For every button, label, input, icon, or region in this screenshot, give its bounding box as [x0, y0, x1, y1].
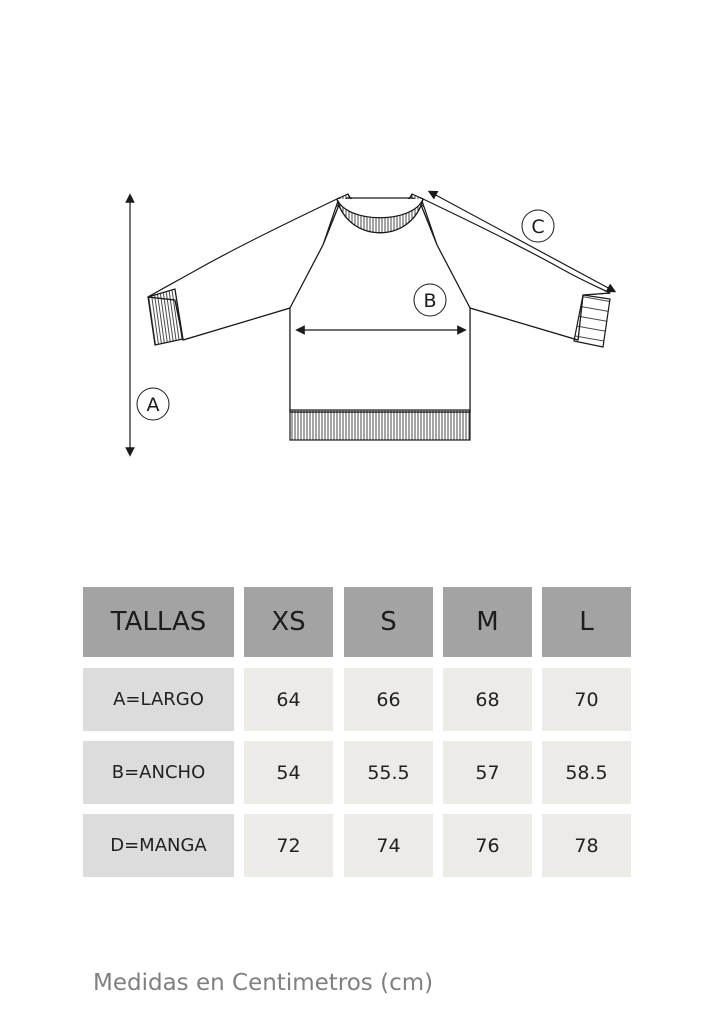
- hem-rib: [290, 410, 470, 440]
- cell-manga-s: 74: [344, 814, 433, 877]
- header-size-m: M: [443, 587, 532, 657]
- label-c: [522, 210, 554, 242]
- cell-ancho-xs: 54: [244, 741, 333, 804]
- cell-manga-xs: 72: [244, 814, 333, 877]
- svg-text:A: A: [146, 394, 160, 416]
- cell-ancho-m: 57: [443, 741, 532, 804]
- row-label-largo: A=LARGO: [83, 668, 234, 731]
- header-size-xs: XS: [244, 587, 333, 657]
- row-label-ancho: B=ANCHO: [83, 741, 234, 804]
- header-size-l: L: [542, 587, 631, 657]
- units-note: Medidas en Centimetros (cm): [93, 970, 434, 996]
- label-b: [414, 284, 446, 316]
- row-label-manga: D=MANGA: [83, 814, 234, 877]
- cell-ancho-l: 58.5: [542, 741, 631, 804]
- svg-text:B: B: [423, 290, 437, 312]
- header-tallas: TALLAS: [83, 587, 234, 657]
- cell-largo-s: 66: [344, 668, 433, 731]
- cell-manga-l: 78: [542, 814, 631, 877]
- cell-largo-l: 70: [542, 668, 631, 731]
- cell-largo-xs: 64: [244, 668, 333, 731]
- cell-manga-m: 76: [443, 814, 532, 877]
- label-a: [137, 388, 169, 420]
- header-size-s: S: [344, 587, 433, 657]
- cell-ancho-s: 55.5: [344, 741, 433, 804]
- cell-largo-m: 68: [443, 668, 532, 731]
- svg-text:C: C: [531, 216, 545, 238]
